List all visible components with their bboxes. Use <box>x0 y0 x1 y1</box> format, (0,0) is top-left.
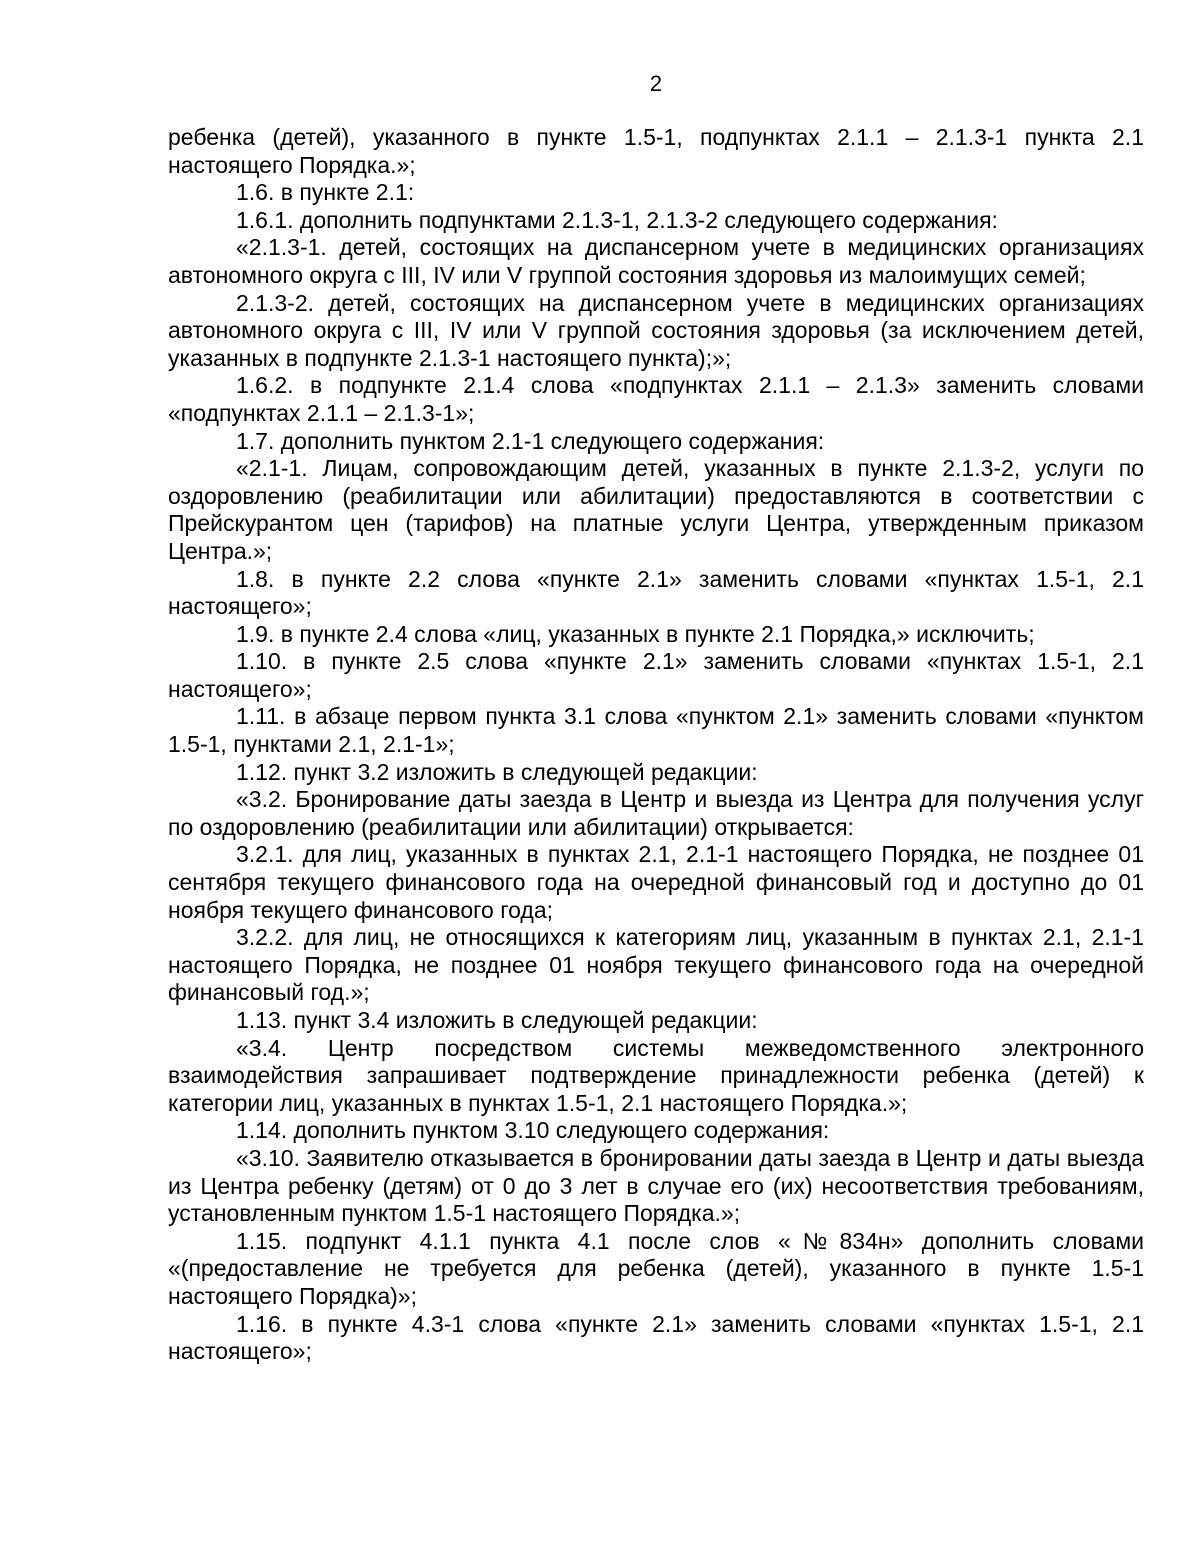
paragraph-quote-2-1-3-2: 2.1.3-2. детей, состоящих на диспансерном учете в медицинских организациях автономного округа с III, IV или V группой состояния здоровья (за исключением детей, указанных в подпункте 2.1.3-1 настоящего пункта);»; <box>168 289 1144 371</box>
paragraph-item-1-10: 1.10. в пункте 2.5 слова «пункте 2.1» заменить словами «пунктах 1.5-1, 2.1 настоящего»; <box>168 648 1144 702</box>
paragraph-quote-3-4: «3.4. Центр посредством системы межведомственного электронного взаимодействия запрашивает подтверждение принадлежности ребенка (детей) к категории лиц, указанных в пунктах 1.5-1, 2.1 настоящего Порядка.»; <box>168 1034 1144 1116</box>
paragraph-item-1-11: 1.11. в абзаце первом пункта 3.1 слова «пунктом 2.1» заменить словами «пунктом 1.5-1, пунктами 2.1, 2.1-1»; <box>168 703 1144 758</box>
page-number: 2 <box>649 71 663 96</box>
document-body <box>168 124 1144 1366</box>
paragraph-quote-3-2: «3.2. Бронирование даты заезда в Центр и выезда из Центра для получения услуг по оздоровлению (реабилитации или абилитации) открывается: <box>168 786 1144 840</box>
paragraph-quote-2-1-1: «2.1-1. Лицам, сопровождающим детей, указанных в пункте 2.1.3-2, услуги по оздоровлению (реабилитации или абилитации) предоставляются в соответствии с Прейскурантом цен (тарифов) на платные услуги Центра, утвержденным приказом Центра.»; <box>168 455 1144 564</box>
paragraph-item-1-14: 1.14. дополнить пунктом 3.10 следующего содержания: <box>236 1117 830 1144</box>
paragraph-item-1-7: 1.7. дополнить пунктом 2.1-1 следующего содержания: <box>236 427 825 454</box>
paragraph-quote-3-10: «3.10. Заявителю отказывается в бронировании даты заезда в Центр и даты выезда из Центра ребенку (детям) от 0 до 3 лет в случае его (их) несоответствия требованиям, установленным пунктом 1.5-1 настоящего Порядка.»; <box>168 1144 1144 1227</box>
paragraph-continuation: ребенка (детей), указанного в пункте 1.5-1, подпунктах 2.1.1 – 2.1.3-1 пункта 2.1 настоящего Порядка.»; <box>168 124 1144 178</box>
paragraph-item-1-8: 1.8. в пункте 2.2 слова «пункте 2.1» заменить словами «пунктах 1.5-1, 2.1 настоящего»; <box>168 565 1144 620</box>
paragraph-item-1-6: 1.6. в пункте 2.1: <box>236 179 415 206</box>
paragraph-item-1-16: 1.16. в пункте 4.3-1 слова «пункте 2.1» заменить словами «пунктах 1.5-1, 2.1 настоящего»; <box>168 1310 1144 1365</box>
paragraph-item-1-9: 1.9. в пункте 2.4 слова «лиц, указанных в пункте 2.1 Порядка,» исключить; <box>236 620 1035 647</box>
paragraph-item-1-15: 1.15. подпункт 4.1.1 пункта 4.1 после слов «№834н» дополнить словами «(предоставление не требуется для ребенка (детей), указанного в пункте 1.5-1 настоящего Порядка)»; <box>168 1227 1144 1309</box>
paragraph-quote-3-2-1: 3.2.1. для лиц, указанных в пунктах 2.1, 2.1-1 настоящего Порядка, не позднее 01 сентября текущего финансового года на очередной финансовый год и доступно до 01 ноября текущего финансового года; <box>168 841 1144 923</box>
paragraph-quote-3-2-2: 3.2.2. для лиц, не относящихся к категориям лиц, указанным в пунктах 2.1, 2.1-1 настоящего Порядка, не позднее 01 ноября текущего финансового года на очередной финансовый год.»; <box>168 924 1144 1006</box>
paragraph-quote-2-1-3-1: «2.1.3-1. детей, состоящих на диспансерном учете в медицинских организациях автономного округа с III, IV или V группой состояния здоровья из малоимущих семей; <box>168 234 1144 288</box>
paragraph-item-1-13: 1.13. пункт 3.4 изложить в следующей редакции: <box>236 1007 758 1033</box>
paragraph-item-1-6-2: 1.6.2. в подпункте 2.1.4 слова «подпунктах 2.1.1 – 2.1.3» заменить словами «подпунктах 2.1.1 – 2.1.3-1»; <box>168 372 1144 426</box>
paragraph-item-1-6-1: 1.6.1. дополнить подпунктами 2.1.3-1, 2.1.3-2 следующего содержания: <box>236 206 998 233</box>
paragraph-item-1-12: 1.12. пункт 3.2 изложить в следующей редакции: <box>236 758 758 785</box>
